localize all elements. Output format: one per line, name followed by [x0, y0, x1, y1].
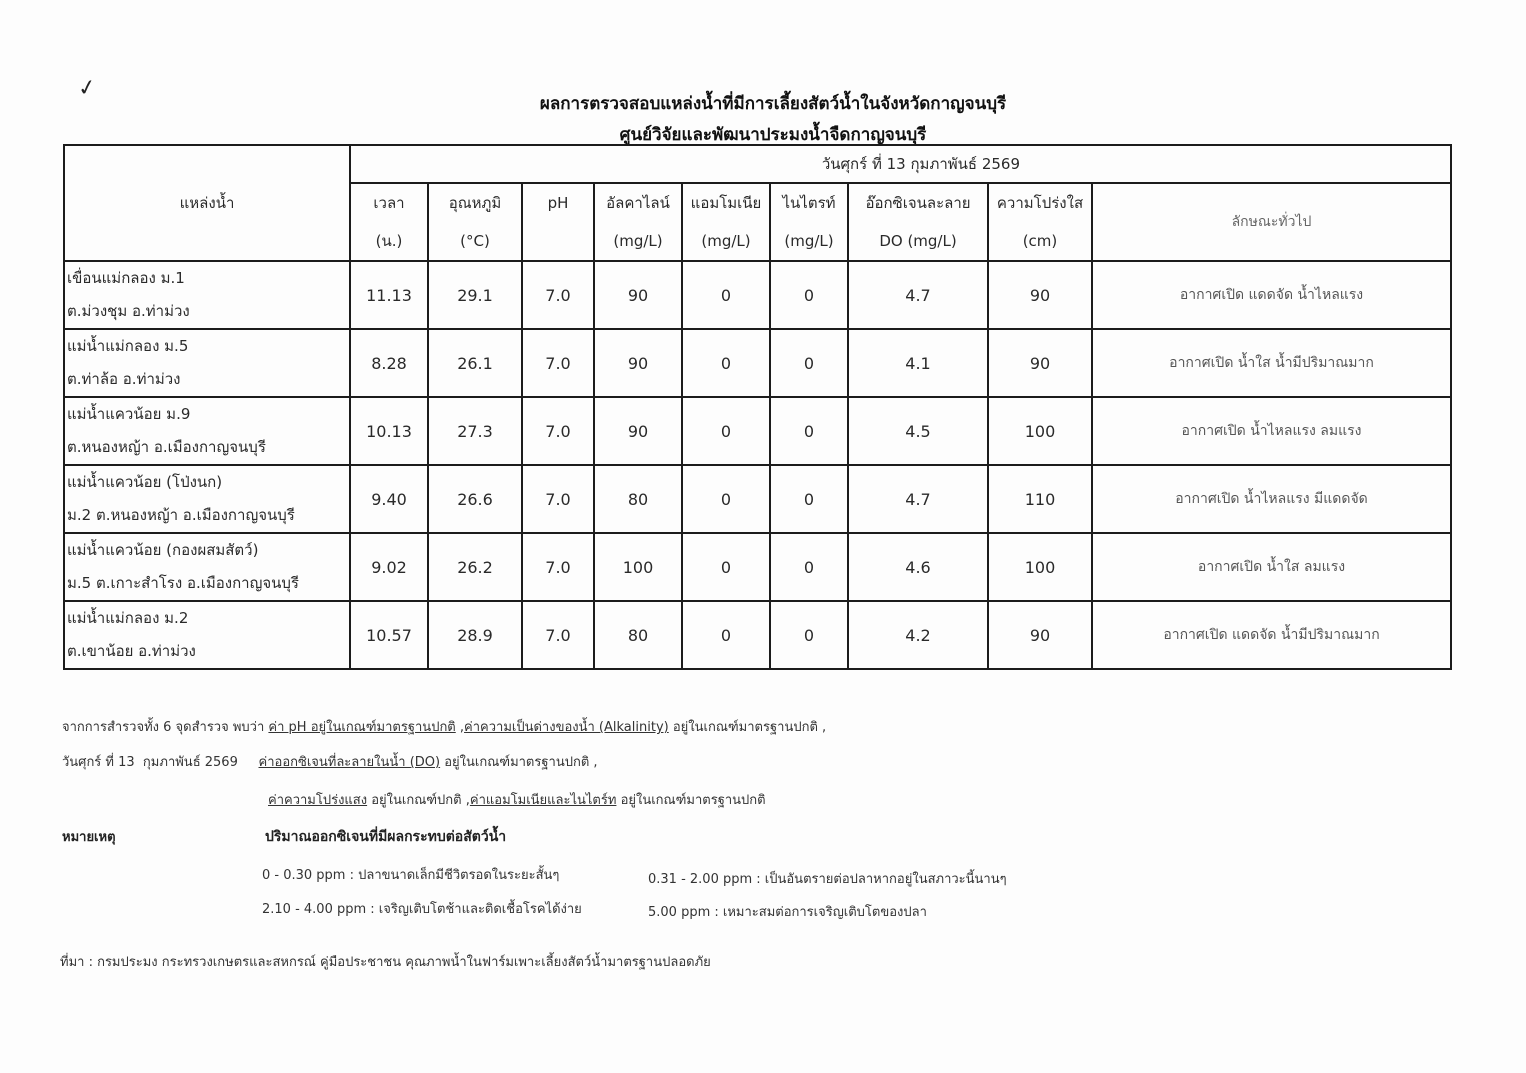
temperature-cell: 27.3 [428, 397, 522, 465]
table-row [64, 465, 1451, 533]
ph-cell: 7.0 [522, 465, 594, 533]
header-transparency: ความโปร่งใส (cm) [988, 183, 1092, 261]
time-cell: 10.13 [350, 397, 428, 465]
site-cell: แม่น้ำแควน้อย (โป่งนก) ม.2 ต.หนองหญ้า อ.เมืองกาญจนบุรี [64, 465, 350, 533]
transparency-cell: 90 [988, 261, 1092, 329]
general-cell: อากาศเปิด น้ำใส ลมแรง [1092, 533, 1451, 601]
header-general-characteristics: ลักษณะทั่วไป [1092, 183, 1451, 261]
transparency-cell: 100 [988, 397, 1092, 465]
general-cell: อากาศเปิด แดดจัด น้ำไหลแรง [1092, 261, 1451, 329]
ammonia-cell: 0 [682, 601, 770, 669]
table-row [64, 397, 1451, 465]
header-water-source: แหล่งน้ำ [64, 145, 350, 261]
ph-cell: 7.0 [522, 533, 594, 601]
time-cell: 9.40 [350, 465, 428, 533]
transparency-cell: 90 [988, 329, 1092, 397]
ammonia-cell: 0 [682, 533, 770, 601]
temperature-cell: 26.6 [428, 465, 522, 533]
ph-cell: 7.0 [522, 601, 594, 669]
table-row [64, 533, 1451, 601]
notes-title: ปริมาณออกซิเจนที่มีผลกระทบต่อสัตว์น้ำ [265, 829, 507, 845]
temperature-cell: 29.1 [428, 261, 522, 329]
summary-transparency-note: ค่าความโปร่งแสง [268, 793, 368, 808]
temperature-cell: 26.2 [428, 533, 522, 601]
header-date: วันศุกร์ ที่ 13 กุมภาพันธ์ 2569 [350, 145, 1451, 183]
summary-line-2: วันศุกร์ ที่ 13 กุมภาพันธ์ 2569 ค่าออกซิเจนที่ละลายในน้ำ (DO) อยู่ในเกณฑ์มาตรฐานปกติ , [62, 755, 598, 770]
summary-ph-note: ค่า pH อยู่ในเกณฑ์มาตรฐานปกติ [268, 720, 456, 735]
document-subtitle: ศูนย์วิจัยและพัฒนาประมงน้ำจืดกาญจนบุรี [619, 125, 927, 145]
table-row [64, 261, 1451, 329]
notes-label: หมายเหตุ [62, 830, 116, 845]
do-cell: 4.2 [848, 601, 988, 669]
site-cell: แม่น้ำแม่กลอง ม.5 ต.ท่าล้อ อ.ท่าม่วง [64, 329, 350, 397]
header-temperature: อุณหภูมิ (°C) [428, 183, 522, 261]
ph-cell: 7.0 [522, 397, 594, 465]
oxygen-level-note: 2.10 - 4.00 ppm : เจริญเติบโตช้าและติดเชื้อโรคได้ง่าย [262, 902, 582, 917]
do-cell: 4.5 [848, 397, 988, 465]
oxygen-level-note: 5.00 ppm : เหมาะสมต่อการเจริญเติบโตของปลา [648, 905, 927, 920]
nitrite-cell: 0 [770, 329, 848, 397]
oxygen-level-note: 0.31 - 2.00 ppm : เป็นอันตรายต่อปลาหากอยู่ในสภาวะนี้นานๆ [648, 872, 1007, 887]
header-dissolved-oxygen: อ๊อกซิเจนละลาย DO (mg/L) [848, 183, 988, 261]
check-mark-icon: ✓ [75, 74, 99, 103]
do-cell: 4.1 [848, 329, 988, 397]
do-cell: 4.6 [848, 533, 988, 601]
site-cell: แม่น้ำแม่กลอง ม.2 ต.เขาน้อย อ.ท่าม่วง [64, 601, 350, 669]
ammonia-cell: 0 [682, 465, 770, 533]
summary-line-3: ค่าความโปร่งแสง อยู่ในเกณฑ์ปกติ ,ค่าแอมโมเนียและไนไตร์ท อยู่ในเกณฑ์มาตรฐานปกติ [268, 793, 766, 808]
site-cell: แม่น้ำแควน้อย (กองผสมสัตว์) ม.5 ต.เกาะสำโรง อ.เมืองกาญจนบุรี [64, 533, 350, 601]
general-cell: อากาศเปิด น้ำไหลแรง ลมแรง [1092, 397, 1451, 465]
nitrite-cell: 0 [770, 465, 848, 533]
header-alkaline: อัลคาไลน์ (mg/L) [594, 183, 682, 261]
transparency-cell: 90 [988, 601, 1092, 669]
transparency-cell: 110 [988, 465, 1092, 533]
table-row [64, 601, 1451, 669]
alkaline-cell: 90 [594, 261, 682, 329]
header-ammonia: แอมโมเนีย (mg/L) [682, 183, 770, 261]
alkaline-cell: 90 [594, 397, 682, 465]
ammonia-cell: 0 [682, 329, 770, 397]
ph-cell: 7.0 [522, 261, 594, 329]
ammonia-cell: 0 [682, 397, 770, 465]
header-nitrite: ไนไตรท์ (mg/L) [770, 183, 848, 261]
document-title: ผลการตรวจสอบแหล่งน้ำที่มีการเลี้ยงสัตว์น้ำในจังหวัดกาญจนบุรี [539, 94, 1007, 114]
transparency-cell: 100 [988, 533, 1092, 601]
alkaline-cell: 80 [594, 465, 682, 533]
table-row [64, 329, 1451, 397]
temperature-cell: 26.1 [428, 329, 522, 397]
time-cell: 10.57 [350, 601, 428, 669]
alkaline-cell: 80 [594, 601, 682, 669]
time-cell: 8.28 [350, 329, 428, 397]
source-citation: ที่มา : กรมประมง กระทรวงเกษตรและสหกรณ์ คู่มือประชาชน คุณภาพน้ำในฟาร์มเพาะเลี้ยงสัตว์น้ำมาตรฐานปลอดภัย [60, 955, 711, 970]
general-cell: อากาศเปิด แดดจัด น้ำมีปริมาณมาก [1092, 601, 1451, 669]
header-row-date [64, 145, 1451, 183]
oxygen-level-note: 0 - 0.30 ppm : ปลาขนาดเล็กมีชีวิตรอดในระยะสั้นๆ [262, 868, 560, 883]
alkaline-cell: 100 [594, 533, 682, 601]
nitrite-cell: 0 [770, 261, 848, 329]
temperature-cell: 28.9 [428, 601, 522, 669]
site-cell: แม่น้ำแควน้อย ม.9 ต.หนองหญ้า อ.เมืองกาญจนบุรี [64, 397, 350, 465]
summary-do-note: ค่าออกซิเจนที่ละลายในน้ำ (DO) [258, 755, 441, 770]
time-cell: 11.13 [350, 261, 428, 329]
time-cell: 9.02 [350, 533, 428, 601]
header-time: เวลา (น.) [350, 183, 428, 261]
nitrite-cell: 0 [770, 397, 848, 465]
alkaline-cell: 90 [594, 329, 682, 397]
do-cell: 4.7 [848, 465, 988, 533]
ammonia-cell: 0 [682, 261, 770, 329]
summary-ammonia-nitrite-note: ค่าแอมโมเนียและไนไตร์ท [469, 793, 617, 808]
site-cell: เขื่อนแม่กลอง ม.1 ต.ม่วงชุม อ.ท่าม่วง [64, 261, 350, 329]
water-quality-table [63, 144, 1452, 670]
general-cell: อากาศเปิด น้ำใส น้ำมีปริมาณมาก [1092, 329, 1451, 397]
summary-alkalinity-note: ค่าความเป็นด่างของน้ำ (Alkalinity) [464, 720, 669, 735]
header-ph: pH [522, 183, 594, 261]
summary-line-1: จากการสำรวจทั้ง 6 จุดสำรวจ พบว่า ค่า pH อยู่ในเกณฑ์มาตรฐานปกติ ,ค่าความเป็นด่างของน้ำ (Alkalinity) อยู่ในเกณฑ์มาตรฐานปกติ , [62, 720, 827, 735]
nitrite-cell: 0 [770, 533, 848, 601]
nitrite-cell: 0 [770, 601, 848, 669]
ph-cell: 7.0 [522, 329, 594, 397]
general-cell: อากาศเปิด น้ำไหลแรง มีแดดจัด [1092, 465, 1451, 533]
do-cell: 4.7 [848, 261, 988, 329]
